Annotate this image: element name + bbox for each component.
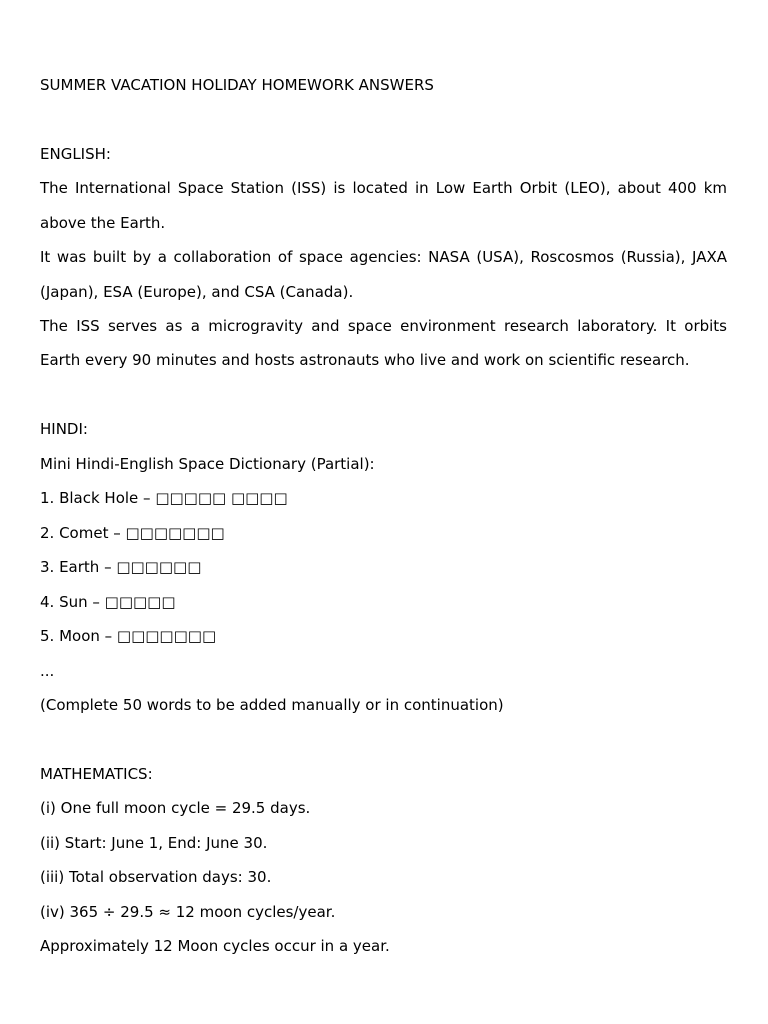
- english-line-3: It was built by a collaboration of space agencies: NASA (USA), Roscosmos (Russia), JAXA: [40, 248, 727, 266]
- english-line-4: (Japan), ESA (Europe), and CSA (Canada).: [40, 283, 354, 301]
- dictionary-note: (Complete 50 words to be added manually or in continuation): [40, 696, 504, 714]
- math-conclusion: Approximately 12 Moon cycles occur in a year.: [40, 937, 390, 955]
- dictionary-ellipsis: ...: [40, 662, 55, 680]
- dictionary-item-3: 3. Earth – □□□□□□: [40, 558, 202, 576]
- math-line-1: (i) One full moon cycle = 29.5 days.: [40, 799, 311, 817]
- hindi-heading: HINDI:: [40, 420, 88, 438]
- document-title: SUMMER VACATION HOLIDAY HOMEWORK ANSWERS: [40, 76, 434, 94]
- english-line-6: Earth every 90 minutes and hosts astronauts who live and work on scientific research.: [40, 351, 690, 369]
- english-line-5: The ISS serves as a microgravity and space environment research laboratory. It orbits: [40, 317, 727, 335]
- english-line-2: above the Earth.: [40, 214, 166, 232]
- dictionary-item-5: 5. Moon – □□□□□□□: [40, 627, 217, 645]
- hindi-subheading: Mini Hindi-English Space Dictionary (Partial):: [40, 455, 375, 473]
- dictionary-item-2: 2. Comet – □□□□□□□: [40, 524, 225, 542]
- english-heading: ENGLISH:: [40, 145, 111, 163]
- dictionary-item-1: 1. Black Hole – □□□□□ □□□□: [40, 489, 288, 507]
- english-line-1: The International Space Station (ISS) is located in Low Earth Orbit (LEO), about 400 km: [40, 179, 727, 197]
- math-line-3: (iii) Total observation days: 30.: [40, 868, 272, 886]
- dictionary-item-4: 4. Sun – □□□□□: [40, 593, 176, 611]
- math-line-2: (ii) Start: June 1, End: June 30.: [40, 834, 268, 852]
- math-line-4: (iv) 365 ÷ 29.5 ≈ 12 moon cycles/year.: [40, 903, 336, 921]
- mathematics-heading: MATHEMATICS:: [40, 765, 153, 783]
